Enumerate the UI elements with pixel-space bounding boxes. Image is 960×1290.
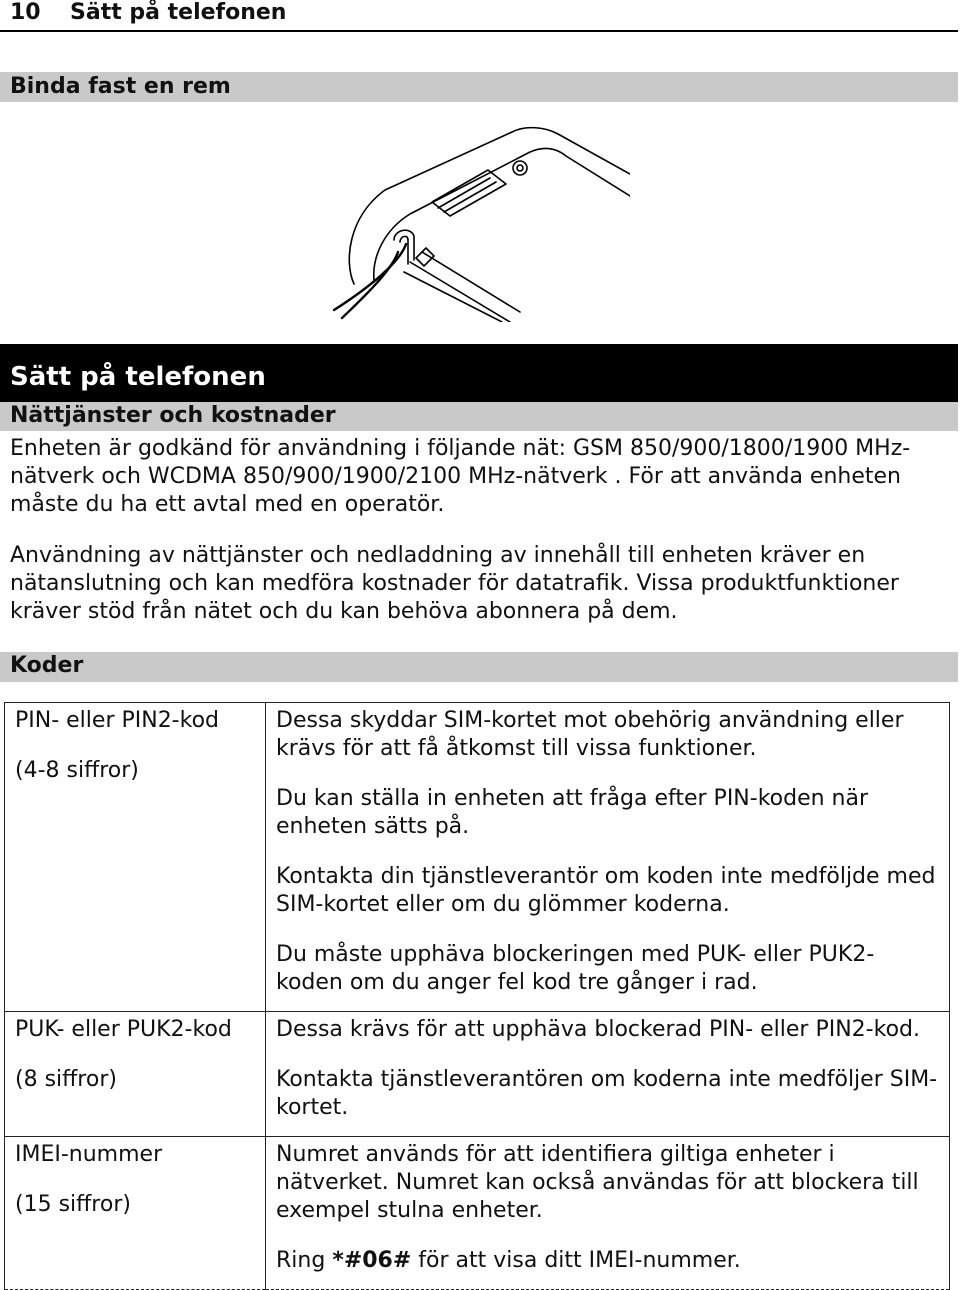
code-name: PIN- eller PIN2-kod [15,708,220,733]
paragraph-network: Enheten är godkänd för användning i följande nät: GSM 850/900/1800/1900 MHz-nätverk och WCDMA 850/900/1900/2100 MHz-nätverk . För att använda enheten måste du ha ett avtal med en operatör. [10,436,911,517]
table-row [5,1137,950,1290]
desc-suffix: för att visa ditt IMEI-nummer. [411,1248,741,1273]
code-name-cell [5,1012,266,1137]
code-desc-cell [266,1137,950,1290]
code-desc-cell [266,1012,950,1137]
imei-code: *#06# [332,1248,412,1273]
code-name-cell [5,1137,266,1290]
desc-line: Kontakta tjänstleverantören om koderna inte medföljer SIM-kortet. [276,1067,938,1120]
code-digits: (4-8 siffror) [15,758,139,783]
desc-line-imei-code [276,1247,941,1275]
page-number: 10 [10,0,41,25]
section-title-main: Sätt på telefonen [0,344,958,402]
desc-line: Numret används för att identifiera giltiga enheter i nätverket. Numret kan också användas för att blockera till exempel stulna enheter. [276,1142,919,1223]
desc-line: Dessa skyddar SIM-kortet mot obehörig användning eller krävs för att få åtkomst till vissa funktioner. [276,708,904,761]
desc-line: Du kan ställa in enheten att fråga efter PIN-koden när enheten sätts på. [276,786,869,839]
desc-line: Du måste upphäva blockeringen med PUK- eller PUK2-koden om du anger fel kod tre gånger i rad. [276,942,875,995]
code-digits: (15 siffror) [15,1192,131,1217]
header-title: Sätt på telefonen [70,0,287,25]
code-digits: (8 siffror) [15,1067,117,1092]
paragraph-services: Användning av nättjänster och nedladdning av innehåll till enheten kräver en nätanslutning och kan medföra kostnader för datatrafik. Vissa produktfunktioner kräver stöd från nätet och du kan behöva abonnera på dem. [10,543,899,624]
subheading-network-costs: Nättjänster och kostnader [0,402,958,431]
desc-prefix: Ring [276,1248,333,1273]
code-name: PUK- eller PUK2-kod [15,1017,232,1042]
section-title-codes: Koder [0,652,958,682]
desc-line: Kontakta din tjänstleverantör om koden inte medföljde med SIM-kortet eller om du glömmer koderna. [276,864,936,917]
table-row [5,703,950,1012]
phone-strap-illustration [330,112,630,322]
section-title-strap: Binda fast en rem [0,72,958,102]
code-name-cell [5,703,266,1012]
page-header [0,0,958,32]
desc-line: Dessa krävs för att upphäva blockerad PIN- eller PIN2-kod. [276,1017,920,1042]
code-desc-cell [266,703,950,1012]
code-name: IMEI-nummer [15,1142,163,1167]
table-row [5,1012,950,1137]
codes-table [4,702,950,1290]
